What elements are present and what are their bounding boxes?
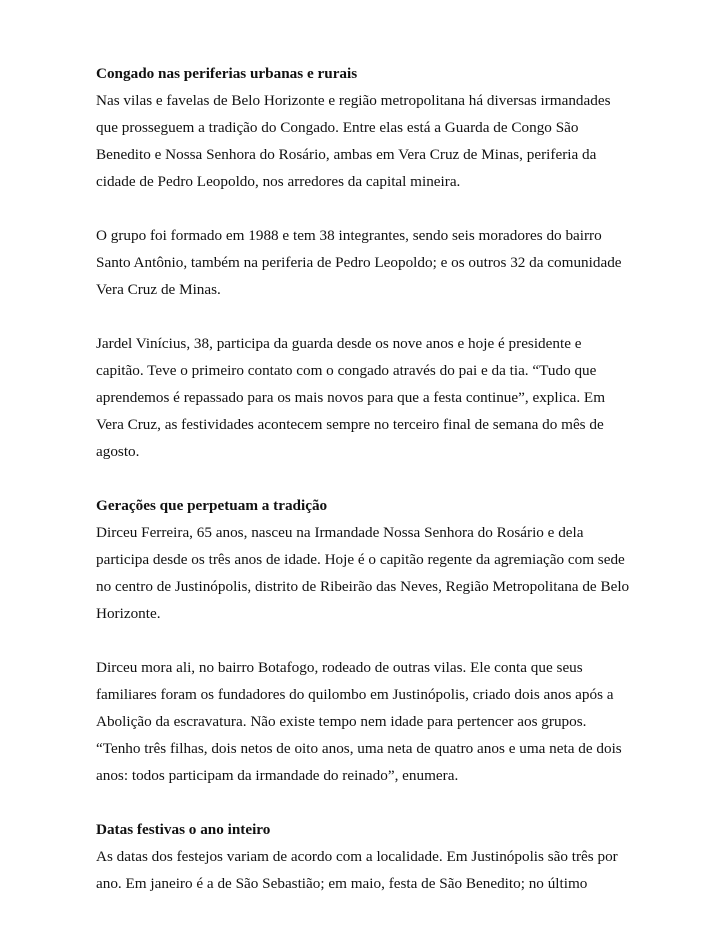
text-line: no centro de Justinópolis, distrito de Ribeirão das Neves, Região Metropolitana de Belo [96, 578, 630, 595]
paragraph [96, 330, 616, 465]
text-line: Nas vilas e favelas de Belo Horizonte e região metropolitana há diversas irmandades [96, 92, 611, 109]
text-line: As datas dos festejos variam de acordo com a localidade. Em Justinópolis são três por [96, 848, 618, 865]
text-line: cidade de Pedro Leopoldo, nos arredores da capital mineira. [96, 173, 461, 190]
section-heading: Congado nas periferias urbanas e rurais [96, 65, 358, 82]
text-line: “Tenho três filhas, dois netos de oito anos, uma neta de quatro anos e uma neta de dois [96, 740, 622, 757]
text-line: Dirceu mora ali, no bairro Botafogo, rodeado de outras vilas. Ele conta que seus [96, 659, 583, 676]
paragraph [96, 843, 616, 897]
paragraph [96, 87, 616, 195]
text-line: Jardel Vinícius, 38, participa da guarda desde os nove anos e hoje é presidente e [96, 335, 582, 352]
text-line: Benedito e Nossa Senhora do Rosário, ambas em Vera Cruz de Minas, periferia da [96, 146, 597, 163]
text-line: ano. Em janeiro é a de São Sebastião; em maio, festa de São Benedito; no último [96, 875, 588, 892]
text-line: Abolição da escravatura. Não existe tempo nem idade para pertencer aos grupos. [96, 713, 587, 730]
text-line: Vera Cruz de Minas. [96, 281, 221, 298]
text-line: Horizonte. [96, 605, 161, 622]
text-line: Santo Antônio, também na periferia de Pedro Leopoldo; e os outros 32 da comunidade [96, 254, 622, 271]
text-line: anos: todos participam da irmandade do reinado”, enumera. [96, 767, 459, 784]
paragraph [96, 222, 622, 303]
text-line: O grupo foi formado em 1988 e tem 38 integrantes, sendo seis moradores do bairro [96, 227, 602, 244]
text-line: agosto. [96, 443, 140, 460]
section-heading: Datas festivas o ano inteiro [96, 821, 271, 838]
text-line: aprendemos é repassado para os mais novos para que a festa continue”, explica. Em [96, 389, 606, 406]
text-line: capitão. Teve o primeiro contato com o congado através do pai e da tia. “Tudo que [96, 362, 597, 379]
text-line: Dirceu Ferreira, 65 anos, nasceu na Irmandade Nossa Senhora do Rosário e dela [96, 524, 584, 541]
text-line: familiares foram os fundadores do quilombo em Justinópolis, criado dois anos após a [96, 686, 614, 703]
paragraph [96, 519, 630, 627]
text-line: Vera Cruz, as festividades acontecem sempre no terceiro final de semana do mês de [96, 416, 604, 433]
text-line: participa desde os três anos de idade. Hoje é o capitão regente da agremiação com sede [96, 551, 625, 568]
document-page [96, 60, 630, 897]
paragraph [96, 654, 622, 789]
section-heading: Gerações que perpetuam a tradição [96, 497, 328, 514]
text-line: que prosseguem a tradição do Congado. Entre elas está a Guarda de Congo São [96, 119, 579, 136]
